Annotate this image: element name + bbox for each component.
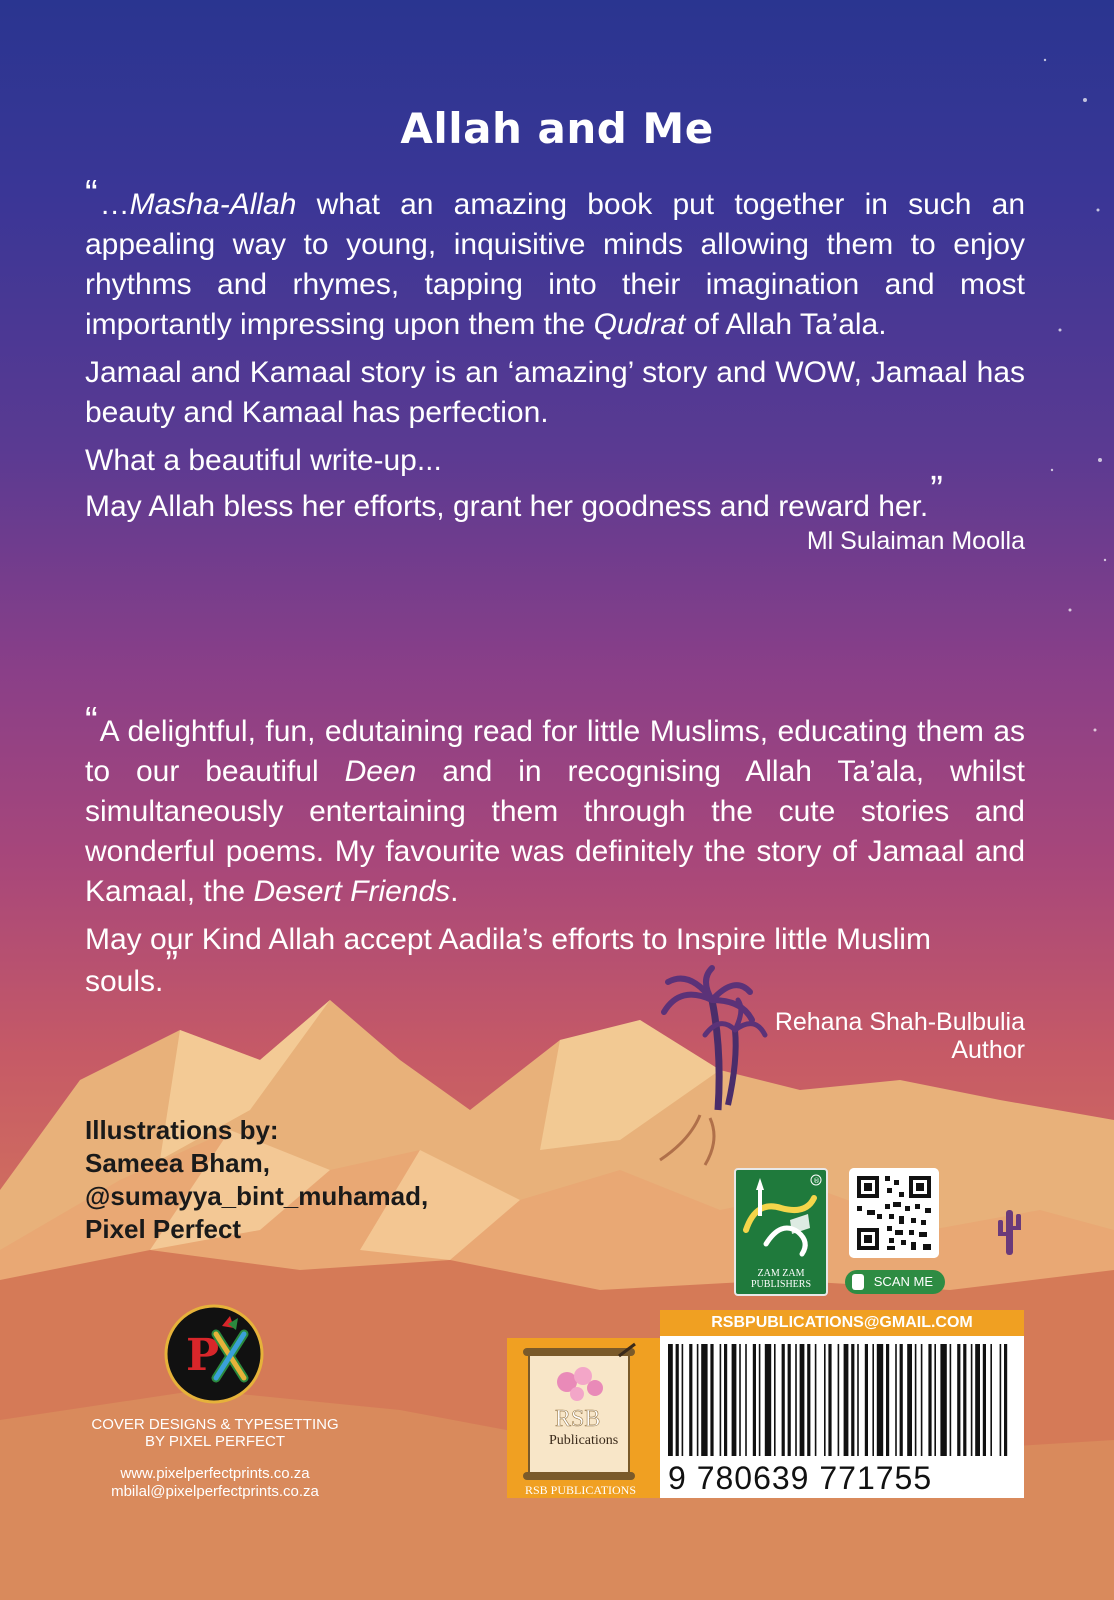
rsb-monogram: RSB	[555, 1406, 601, 1432]
barcode-bar	[689, 1344, 692, 1456]
isbn-number: 9 780639 771755	[668, 1460, 933, 1496]
designer-email[interactable]: mbilal@pixelperfectprints.co.za	[111, 1483, 319, 1500]
barcode-bar	[915, 1344, 917, 1456]
rsb-publications-logo	[507, 1338, 660, 1498]
barcode-bar	[710, 1344, 713, 1456]
italic-term: Deen	[344, 755, 417, 788]
barcode-bar	[928, 1344, 931, 1456]
barcode-bar	[697, 1344, 699, 1456]
barcode-bar	[701, 1344, 707, 1456]
barcode-bar	[900, 1344, 903, 1456]
barcode-bar	[1000, 1344, 1002, 1456]
review-1-paragraph-1	[85, 173, 1025, 345]
text-span: May our Kind Allah accept Aadila’s efforts to Inspire little Muslim souls.	[85, 923, 931, 998]
rsb-scroll-emblem-icon	[507, 1338, 660, 1498]
credit-line: Sameea Bham,	[85, 1148, 270, 1178]
zamzam-name	[736, 1268, 826, 1290]
credit-line: Pixel Perfect	[85, 1214, 242, 1244]
rsb-footer-text: RSB PUBLICATIONS	[525, 1483, 637, 1497]
review-1-paragraph-4	[85, 469, 1025, 527]
barcode-bar	[807, 1344, 810, 1456]
barcode-bar	[957, 1344, 960, 1456]
text-span: .	[450, 875, 459, 908]
barcode-bar	[782, 1344, 785, 1456]
open-quote-mark: “	[85, 173, 98, 215]
scan-me-badge[interactable]	[845, 1270, 945, 1294]
italic-term: Qudrat	[593, 308, 686, 341]
italic-term: Masha-Allah	[129, 188, 297, 221]
barcode-bar	[940, 1344, 946, 1456]
barcode-bar	[934, 1344, 936, 1456]
review-2-author-role: Author	[951, 1036, 1025, 1064]
barcode-bar	[950, 1344, 952, 1456]
close-quote-mark: ”	[165, 944, 179, 986]
registered-mark: ®	[813, 1177, 820, 1185]
credits-heading: Illustrations by:	[85, 1115, 279, 1145]
barcode-bar	[682, 1344, 684, 1456]
barcode-bar	[990, 1344, 992, 1456]
review-1-author: Ml Sulaiman Moolla	[806, 527, 1025, 555]
qr-code[interactable]	[849, 1168, 939, 1258]
zamzam-publishers-logo	[734, 1168, 828, 1296]
barcode-bar	[824, 1344, 826, 1456]
barcode-bar	[971, 1344, 973, 1456]
barcode-bar	[668, 1344, 673, 1456]
text-span: and in recognising Allah Ta’ala, whilst simultaneously entertaining them through the cute stories and wonderful poems. My favourite was definitely the story of Jamaal and Kamaal, the	[85, 755, 1025, 908]
designer-credit-line-1: COVER DESIGNS & TYPESETTING	[91, 1416, 339, 1433]
barcode-bar	[765, 1344, 771, 1456]
barcode-bar	[795, 1344, 797, 1456]
barcode-bar	[732, 1344, 737, 1456]
text-span: what an amazing book put together in such an appealing way to young, inquisitive minds allowing them to enjoy rhythms and rhymes, tapping into their imagination and most importantly impressing upon them the	[85, 188, 1025, 341]
text-span: A delightful, fun, edutaining read for little Muslims, educating them as to our beautiful	[85, 715, 1025, 788]
barcode-bar	[815, 1344, 817, 1456]
barcode-bar	[907, 1344, 912, 1456]
barcode-bar	[753, 1344, 756, 1456]
barcode-bar	[877, 1344, 883, 1456]
stars	[1044, 59, 1106, 732]
illustration-credits	[85, 1114, 428, 1246]
barcode-bar	[800, 1344, 805, 1456]
phone-icon	[852, 1274, 864, 1290]
open-quote-mark: “	[85, 700, 98, 742]
barcode-bar	[844, 1344, 849, 1456]
barcode-bar	[774, 1344, 776, 1456]
review-2	[85, 700, 1025, 1064]
review-2-paragraph-1	[85, 700, 1025, 912]
logo-letter-p: P	[186, 1330, 220, 1381]
zamzam-emblem-icon	[736, 1170, 826, 1264]
credit-line: @sumayya_bint_muhamad,	[85, 1181, 429, 1211]
barcode-bar	[983, 1344, 986, 1456]
designer-website[interactable]: www.pixelperfectprints.co.za	[120, 1465, 310, 1482]
zamzam-name-line-2: PUBLISHERS	[750, 1279, 811, 1290]
barcode-bar	[1004, 1344, 1007, 1456]
text-span: May Allah bless her efforts, grant her goodness and reward her.	[85, 490, 929, 523]
barcode-bar	[759, 1344, 761, 1456]
barcode-bar	[851, 1344, 854, 1456]
barcode-bar	[724, 1344, 727, 1456]
close-quote-mark: ”	[930, 469, 943, 511]
ellipsis: …	[99, 188, 130, 221]
barcode-bar	[865, 1344, 868, 1456]
review-2-paragraph-2	[85, 920, 1025, 1002]
rsb-subtitle: Publications	[549, 1433, 619, 1448]
barcode-bar	[676, 1344, 679, 1456]
review-2-author: Rehana Shah-Bulbulia	[774, 1008, 1025, 1036]
barcode-bar	[857, 1344, 859, 1456]
text-span: of Allah Ta’ala.	[685, 308, 887, 341]
barcode-bar	[838, 1344, 840, 1456]
review-1-paragraph-2: Jamaal and Kamaal story is an ‘amazing’ story and WOW, Jamaal has beauty and Kamaal has perfection.	[85, 356, 1025, 429]
barcode-bars	[660, 1336, 1024, 1458]
pixel-perfect-logo	[164, 1304, 264, 1404]
barcode-bar	[739, 1344, 741, 1456]
review-1-paragraph-3: What a beautiful write-up...	[85, 444, 442, 477]
zamzam-name-line-1: ZAM ZAM	[757, 1268, 805, 1279]
barcode-bar	[921, 1344, 923, 1456]
barcode-bar	[828, 1344, 831, 1456]
review-1	[85, 173, 1025, 555]
barcode-bar	[963, 1344, 966, 1456]
isbn-barcode	[660, 1336, 1024, 1498]
barcode-bar	[886, 1344, 889, 1456]
barcode-bar	[975, 1344, 980, 1456]
barcode-bar	[872, 1344, 874, 1456]
barcode-bar	[788, 1344, 791, 1456]
barcode-bar	[895, 1344, 897, 1456]
publisher-email[interactable]: RSBPUBLICATIONS@GMAIL.COM	[660, 1310, 1024, 1336]
scan-me-label: SCAN ME	[873, 1274, 933, 1289]
italic-term: Desert Friends	[253, 875, 451, 908]
designer-credit-line-2: BY PIXEL PERFECT	[144, 1433, 286, 1450]
barcode-bar	[745, 1344, 747, 1456]
book-title: Allah and Me	[400, 104, 714, 153]
barcode-bar	[720, 1344, 722, 1456]
